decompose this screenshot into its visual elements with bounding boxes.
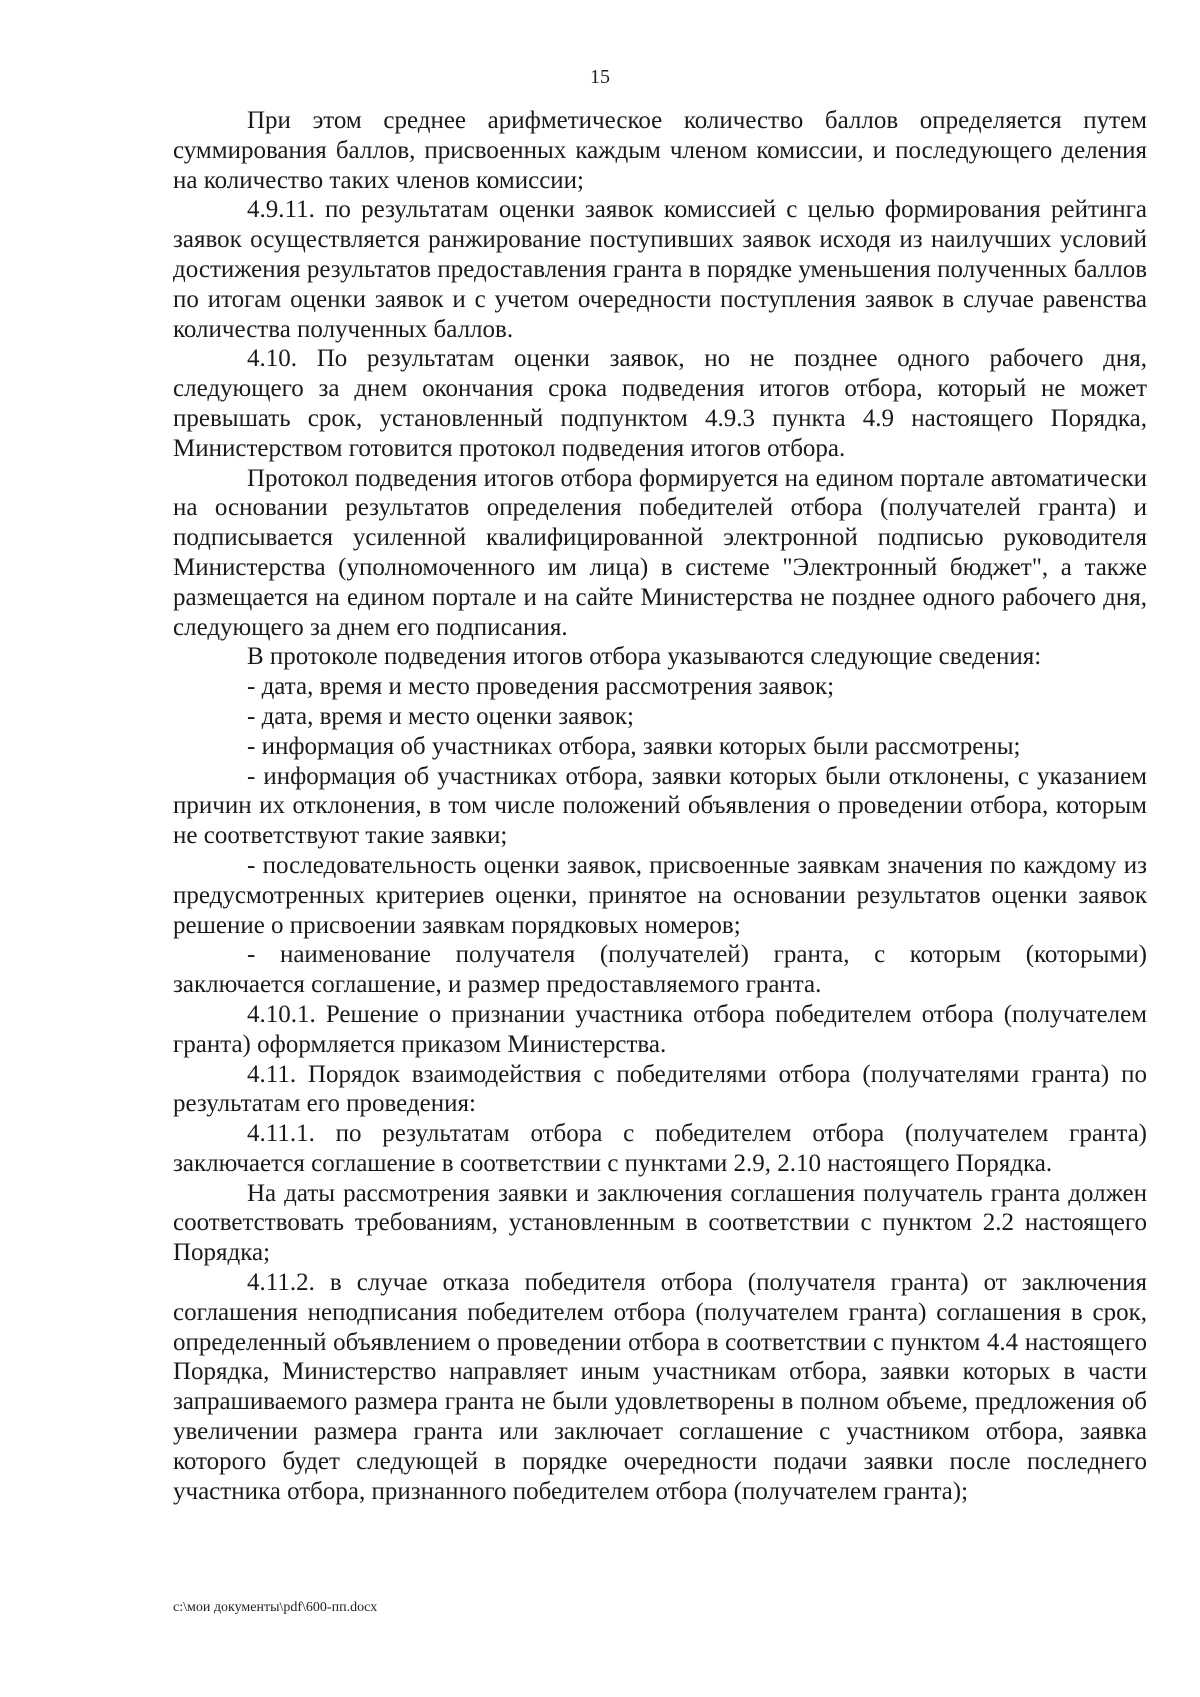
paragraph: В протоколе подведения итогов отбора указываются следующие сведения: xyxy=(247,643,1042,671)
paragraph: На даты рассмотрения заявки и заключения соглашения получатель гранта должен соответствовать требованиям, установленным в соответствии с пунктом 2.2 настоящего Порядка; xyxy=(173,1179,1147,1267)
list-item: - информация об участниках отбора, заявки которых были рассмотрены; xyxy=(247,732,1021,760)
paragraph: 4.10.1. Решение о признании участника отбора победителем отбора (получателем гранта) оформляется приказом Министерства. xyxy=(173,1000,1147,1058)
paragraph: При этом среднее арифметическое количество баллов определяется путем суммирования баллов, присвоенных каждым членом комиссии, и последующего деления на количество таких членов комиссии; xyxy=(173,107,1147,194)
list-item: - последовательность оценки заявок, присвоенные заявкам значения по каждому из предусмотренных критериев оценки, принятое на основании результатов оценки заявок решение о присвоении заявкам порядковых номеров; xyxy=(173,851,1147,939)
paragraph: 4.11.2. в случае отказа победителя отбора (получателя гранта) от заключения соглашения неподписания победителем отбора (получателем гранта) соглашения в срок, определенный объявлением о проведении отбора в соответствии с пунктом 4.4 настоящего Порядка, Министерство направляет иным участникам отбора, заявки которых в части запрашиваемого размера гранта не были удовлетворены в полном объеме, предложения об увеличении размера гранта или заключает соглашение с участником отбора, заявка которого будет следующей в порядке очередности подачи заявки после последнего участника отбора, признанного победителем отбора (получателем гранта); xyxy=(173,1269,1147,1505)
paragraph: 4.11.1. по результатам отбора с победителем отбора (получателем гранта) заключается соглашение в соответствии с пунктами 2.9, 2.10 настоящего Порядка. xyxy=(173,1120,1147,1177)
footer-file-path: c:\мои документы\pdf\600-пп.docx xyxy=(173,1600,378,1615)
list-item: - дата, время и место проведения рассмотрения заявок; xyxy=(247,673,835,701)
list-item: - информация об участниках отбора, заявки которых были отклонены, с указанием причин их отклонения, в том числе положений объявления о проведении отбора, которым не соответствуют такие заявки; xyxy=(173,762,1147,850)
paragraph: 4.9.11. по результатам оценки заявок комиссией с целью формирования рейтинга заявок осуществляется ранжирование поступивших заявок исходя из наилучших условий достижения результатов предоставления гранта в порядке уменьшения полученных баллов по итогам оценки заявок и с учетом очередности поступления заявок в случае равенства количества полученных баллов. xyxy=(173,196,1147,343)
list-item: - дата, время и место оценки заявок; xyxy=(247,702,634,730)
paragraph: 4.10. По результатам оценки заявок, но не позднее одного рабочего дня, следующего за днем окончания срока подведения итогов отбора, который не может превышать срок, установленный подпунктом 4.9.3 пункта 4.9 настоящего Порядка, Министерством готовится протокол подведения итогов отбора. xyxy=(173,345,1147,462)
document-body xyxy=(173,106,1147,1506)
page-number: 15 xyxy=(590,66,610,88)
paragraph: Протокол подведения итогов отбора формируется на едином портале автоматически на основании результатов определения победителей отбора (получателей гранта) и подписывается усиленной квалифицированной электронной подписью руководителя Министерства (уполномоченного им лица) в системе "Электронный бюджет", а также размещается на едином портале и на сайте Министерства не позднее одного рабочего дня, следующего за днем его подписания. xyxy=(173,464,1147,641)
list-item: - наименование получателя (получателей) гранта, с которым (которыми) заключается соглашение, и размер предоставляемого гранта. xyxy=(173,941,1147,999)
paragraph: 4.11. Порядок взаимодействия с победителями отбора (получателями гранта) по результатам его проведения: xyxy=(173,1060,1147,1118)
